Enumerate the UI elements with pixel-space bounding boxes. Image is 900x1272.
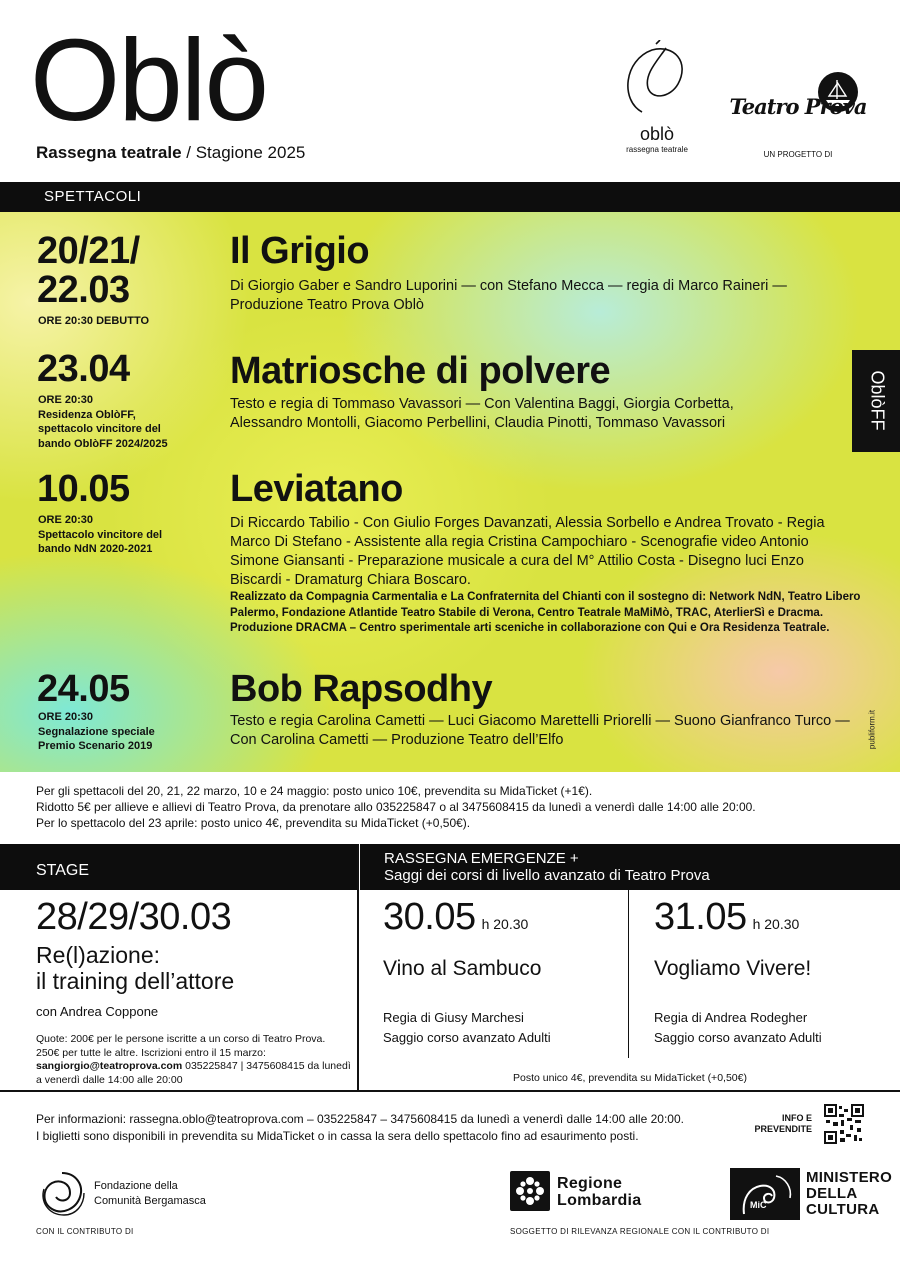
- footer-info: [36, 1111, 736, 1146]
- footer-info-line1: Per informazioni: rassegna.oblo@teatroprova.com – 035225847 – 3475608415 da lunedì a venerdì dalle 14:00 alle 20:00.: [36, 1112, 684, 1126]
- oblo-ff-side-tab: [852, 350, 900, 452]
- show-title: Matriosche di polvere: [230, 350, 611, 392]
- event-date: [654, 896, 799, 939]
- poster-header: [0, 0, 900, 182]
- show-date: 24.05: [37, 668, 130, 710]
- event-time: h 20.30: [481, 916, 529, 932]
- regione-lombardia-logo-icon: [510, 1171, 550, 1211]
- event-date: [383, 896, 528, 939]
- fondazione-bergamasca-name: Fondazione della Comunità Bergamasca: [94, 1180, 206, 1207]
- rassegna-label-line1: RASSEGNA EMERGENZE +: [384, 850, 579, 867]
- show-title: Leviatano: [230, 468, 403, 510]
- show-description: Testo e regia Carolina Cametti — Luci Giacomo Marettelli Priorelli — Suono Gianfranco Turco — Con Carolina Cametti — Produzione Teatro dell’Elfo: [230, 713, 850, 749]
- poster-title: Oblò: [30, 15, 268, 145]
- events-divider: [628, 890, 629, 1058]
- event-title: Vogliamo Vivere!: [654, 957, 812, 980]
- show-description: Di Riccardo Tabilio - Con Giulio Forges Davanzati, Alessia Sorbello e Andrea Trovato - Regia Marco Di Stefano - Assistente alla regia Cristina Campochiaro - Scenografie video Antonio Simone Giansanti - Preparazione musicale a cura del M° Attilio Costa - Disegno luci Enzo Biscardi - Dramaturg Chiara Boscaro.: [230, 515, 825, 589]
- ministero-cultura-logo-icon: [730, 1168, 800, 1220]
- show-date: 23.04: [37, 348, 130, 390]
- ticket-prices: [36, 783, 876, 832]
- price-line: Ridotto 5€ per allieve e allievi di Teatro Prova, da prenotare allo 035225847 o al 3475608415 da lunedì a venerdì dalle 14:00 alle 20:00.: [36, 800, 756, 815]
- shows-section-label: SPETTACOLI: [0, 182, 900, 212]
- regione-lombardia-name: Regione Lombardia: [557, 1175, 642, 1209]
- stage-title: Re(l)azione: il training dell’attore: [36, 942, 235, 994]
- subtitle-bold: Rassegna teatrale: [36, 143, 182, 162]
- show-date-line1: 20/21/: [37, 230, 140, 272]
- subtitle-rest: / Stagione 2025: [181, 143, 306, 162]
- publiform-credit: publiform.it: [867, 709, 877, 750]
- show-description: Di Giorgio Gaber e Sandro Luporini — con Stefano Mecca — regia di Marco Raineri — Produzione Teatro Prova Oblò: [230, 278, 787, 314]
- show-production-note: Realizzato da Compagnia Carmentalia e La Confraternita del Chianti con il sostegno di: Network NdN, Teatro Libero Palermo, Fondazione Atlantide Teatro Stabile di Verona, Centro Teatrale MaMiMò, TRAC, AterlierSì e Dracma. Produzione DRACMA – Centro sperimentale arti sceniche in collaborazione con Qui e Ora Residenza Teatrale.: [230, 591, 861, 635]
- event-description: Regia di Giusy Marchesi Saggio corso avanzato Adulti: [383, 1010, 551, 1045]
- event-description: Regia di Andrea Rodegher Saggio corso avanzato Adulti: [654, 1010, 822, 1045]
- poster-subtitle: [36, 143, 305, 163]
- teatro-prova-tagline: UN PROGETTO DI: [763, 150, 833, 159]
- stage-section-label: STAGE: [0, 844, 357, 890]
- show-meta: ORE 20:30 Spettacolo vincitore del bando NdN 2020-2021: [38, 514, 163, 556]
- stage-fees: Quote: 200€ per le persone iscritte a un corso di Teatro Prova. 250€ per tutte le altre. Iscrizioni entro il 15 marzo:: [36, 1033, 326, 1059]
- show-title: Bob Rapsodhy: [230, 668, 493, 710]
- event-title: Vino al Sambuco: [383, 957, 542, 980]
- fondazione-bergamasca-logo-icon: [36, 1169, 88, 1219]
- stage-email-link[interactable]: sangiorgio@teatroprova.com: [36, 1060, 183, 1073]
- rassegna-label-line2: Saggi dei corsi di livello avanzato di Teatro Prova: [384, 867, 710, 885]
- rassegna-section-label: [360, 844, 900, 890]
- qr-code-icon[interactable]: [824, 1104, 864, 1144]
- ministero-cultura-name: MINISTERO DELLA CULTURA: [806, 1169, 893, 1218]
- show-date-line2: 22.03: [37, 268, 130, 311]
- event-day: 31.05: [654, 896, 747, 938]
- show-meta: ORE 20:30 Segnalazione speciale Premio Scenario 2019: [38, 711, 155, 753]
- contribution-label-right: SOGGETTO DI RILEVANZA REGIONALE CON IL CONTRIBUTO DI: [510, 1227, 770, 1236]
- show-meta: ORE 20:30 DEBUTTO: [38, 315, 150, 327]
- footer-divider: [0, 1090, 900, 1092]
- footer-info-line2: I biglietti sono disponibili in prevendita su MidaTicket o in cassa la sera dello spettacolo fino ad esaurimento posti.: [36, 1129, 639, 1144]
- stage-contacts: 035225847 | 3475608415 da lunedì a venerdì dalle 14:00 alle 20:00: [36, 1060, 351, 1086]
- show-meta: ORE 20:30 Residenza OblòFF, spettacolo vincitore del bando OblòFF 2024/2025: [38, 394, 168, 450]
- contribution-label-left: CON IL CONTRIBUTO DI: [36, 1227, 134, 1236]
- shows-section: [0, 212, 900, 772]
- event-time: h 20.30: [752, 916, 800, 932]
- stage-info: [36, 1033, 351, 1088]
- oblo-logo: [612, 40, 702, 164]
- price-line: Per gli spettacoli del 20, 21, 22 marzo, 10 e 24 maggio: posto unico 10€, prevendita su MidaTicket (+1€).: [36, 784, 593, 798]
- mic-tag: MiC: [750, 1200, 767, 1210]
- show-title: Il Grigio: [230, 230, 370, 272]
- stage-date: 28/29/30.03: [36, 896, 232, 938]
- show-description: Testo e regia di Tommaso Vavassori — Con Valentina Baggi, Giorgia Corbetta, Alessandro Montolli, Giacomo Perbellini, Claudia Pinotti, Tommaso Vavassori: [230, 396, 734, 432]
- stage-teacher: con Andrea Coppone: [36, 1004, 159, 1019]
- teatro-prova-logo: [728, 72, 868, 162]
- event-day: 30.05: [383, 896, 476, 938]
- teatro-prova-name: Teatro Prova: [729, 94, 867, 119]
- show-date: 10.05: [37, 468, 130, 510]
- oblo-logo-tagline: rassegna teatrale: [626, 145, 688, 154]
- qr-label: INFO E PREVENDITE: [754, 1113, 812, 1135]
- oblo-ff-label: OblòFF: [867, 370, 888, 431]
- price-line: Per lo spettacolo del 23 aprile: posto unico 4€, prevendita su MidaTicket (+0,50€).: [36, 816, 471, 831]
- oblo-swirl-icon: [612, 40, 702, 124]
- show-date: [37, 232, 140, 310]
- oblo-logo-name: oblò: [639, 124, 675, 144]
- rassegna-price-note: Posto unico 4€, prevendita su MidaTicket (+0,50€): [513, 1072, 747, 1084]
- section-divider: [357, 844, 359, 1090]
